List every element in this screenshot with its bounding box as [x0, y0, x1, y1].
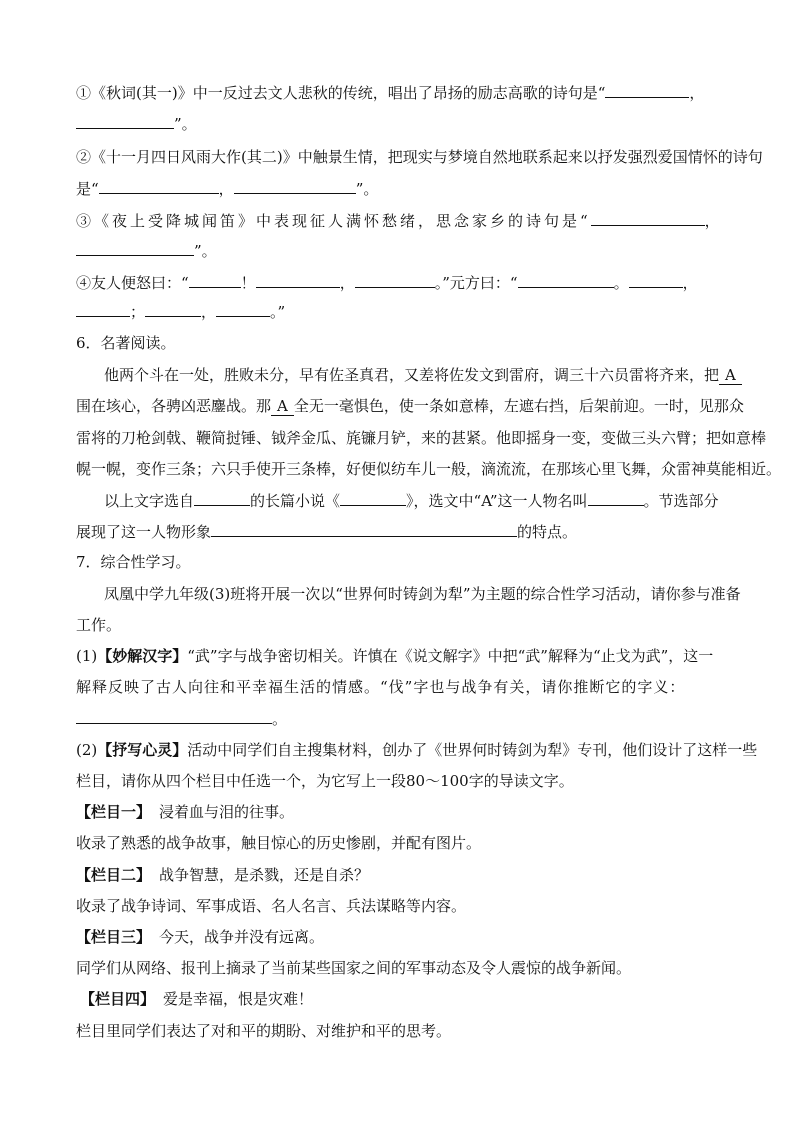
answer-blank[interactable]: [605, 82, 689, 98]
column4-desc: 栏目里同学们表达了对和平的期盼、对维护和平的思考。: [76, 1022, 452, 1040]
answer-blank[interactable]: [76, 301, 130, 317]
q5-item3-line2: ”。: [76, 240, 217, 261]
column4-title: 【栏目四】 爱是幸福，恨是灾难！: [80, 990, 314, 1008]
q5-item2-text: ②《十一月四日风雨大作(其二)》中触景生情，把现实与梦境自然地联系起来以抒发强烈爱国情怀的诗句: [76, 148, 763, 166]
q5-item4-line2: ； ， 。”: [76, 301, 285, 322]
q6-question-line1: 以上文字选自 的长篇小说《 》，选文中“A”这一人物名叫 。节选部分: [104, 492, 719, 510]
placeholder-a: A: [719, 366, 742, 385]
answer-blank[interactable]: [216, 301, 270, 317]
q5-item1-line2: ”。: [76, 113, 197, 134]
q6-question-line2: 展现了这一人物形象 的特点。: [76, 523, 578, 541]
q5-item1-line1: ①《秋词(其一)》中一反过去文人悲秋的传统，唱出了昂扬的励志高歌的诗句是“ ，: [76, 84, 705, 102]
q5-item3-line1: ③《夜上受降城闻笛》中表现征人满怀愁绪，思念家乡的诗句是“ ，: [76, 212, 720, 230]
q6-title: 6．名著阅读。: [76, 334, 176, 352]
column3-desc: 同学们从网络、报刊上摘录了当前某些国家之间的军事动态及令人震惊的战争新闻。: [76, 959, 632, 977]
author-blank[interactable]: [194, 490, 250, 506]
tag-miaojie-hanzi: 【妙解汉字】: [97, 647, 188, 665]
answer-blank[interactable]: [189, 272, 241, 288]
q5-item4-text: ④友人便怒曰：“: [76, 274, 189, 292]
answer-blank[interactable]: [145, 301, 201, 317]
q5-item4-line1: ④友人便怒曰：“ ！ ， 。”元方曰：“ 。 ，: [76, 274, 698, 292]
q6-passage-line2: 围在垓心，各骋凶恶鏖战。那 A 全无一毫惧色，使一条如意棒，左遮右挡，后架前迎。一时，见那众: [76, 397, 744, 415]
q7-intro-line1: 凤凰中学九年级(3)班将开展一次以“世界何时铸剑为犁”为主题的综合性学习活动，请你参与准备: [104, 585, 741, 603]
trait-blank[interactable]: [211, 521, 517, 537]
meaning-blank[interactable]: [76, 708, 272, 724]
q7-title: 7．综合性学习。: [76, 553, 191, 571]
q6-passage-line1: 他两个斗在一处，胜败未分，早有佐圣真君，又差将佐发文到雷府，调三十六员雷将齐来，把 A: [104, 365, 742, 385]
q5-item2-line1: [76, 147, 763, 167]
q7-sub1-line3: 。: [76, 708, 287, 729]
q5-item3-text: ③《夜上受降城闻笛》中表现征人满怀愁绪，思念家乡的诗句是“: [76, 212, 591, 230]
answer-blank[interactable]: [234, 178, 356, 194]
answer-blank[interactable]: [629, 272, 683, 288]
q7-sub2-line2: 栏目，请你从四个栏目中任选一个，为它写上一段80～100字的导读文字。: [76, 772, 574, 790]
column2-title: 【栏目二】 战争智慧，是杀戮，还是自杀？: [76, 866, 370, 884]
column1-title: 【栏目一】 浸着血与泪的往事。: [76, 803, 295, 821]
answer-blank[interactable]: [76, 240, 194, 256]
answer-blank[interactable]: [518, 272, 614, 288]
tag-shuxie-xinling: 【抒写心灵】: [97, 741, 188, 759]
book-title-blank[interactable]: [340, 490, 406, 506]
character-name-blank[interactable]: [588, 490, 644, 506]
q7-intro-line2: 工作。: [76, 616, 122, 634]
q5-item2-line2: 是“ ， ”。: [76, 180, 379, 198]
placeholder-a: A: [271, 397, 294, 416]
q6-passage-line3: 雷将的刀枪剑戟、鞭简挝锤、钺斧金瓜、旄镰月铲，来的甚紧。他即摇身一变，变做三头六臂；把如意棒: [76, 429, 767, 447]
answer-blank[interactable]: [99, 178, 219, 194]
answer-blank[interactable]: [256, 272, 340, 288]
q7-sub1-line1: (1)【妙解汉字】“武”字与战争密切相关。许慎在《说文解字》中把“武”解释为“止戈为武”，这一: [76, 647, 714, 665]
q7-sub1-line2: 解释反映了古人向往和平幸福生活的情感。“伐”字也与战争有关，请你推断它的字义：: [76, 678, 686, 696]
answer-blank[interactable]: [591, 210, 705, 226]
column2-desc: 收录了战争诗词、军事成语、名人名言、兵法谋略等内容。: [76, 897, 467, 915]
column3-title: 【栏目三】 今天，战争并没有远离。: [76, 928, 325, 946]
answer-blank[interactable]: [355, 272, 435, 288]
answer-blank[interactable]: [76, 113, 174, 129]
q5-item1-text: ①《秋词(其一)》中一反过去文人悲秋的传统，唱出了昂扬的励志高歌的诗句是“: [76, 84, 606, 102]
q7-sub2-line1: (2)【抒写心灵】活动中同学们自主搜集材料，创办了《世界何时铸剑为犁》专刊，他们设计了这样一些: [76, 741, 758, 759]
q6-passage-line4: 幌一幌，变作三条；六只手使开三条棒，好便似纺车儿一般，滴流流，在那垓心里飞舞，众雷神莫能相近。: [76, 460, 782, 478]
column1-desc: 收录了熟悉的战争故事，触目惊心的历史惨剧，并配有图片。: [76, 834, 482, 852]
